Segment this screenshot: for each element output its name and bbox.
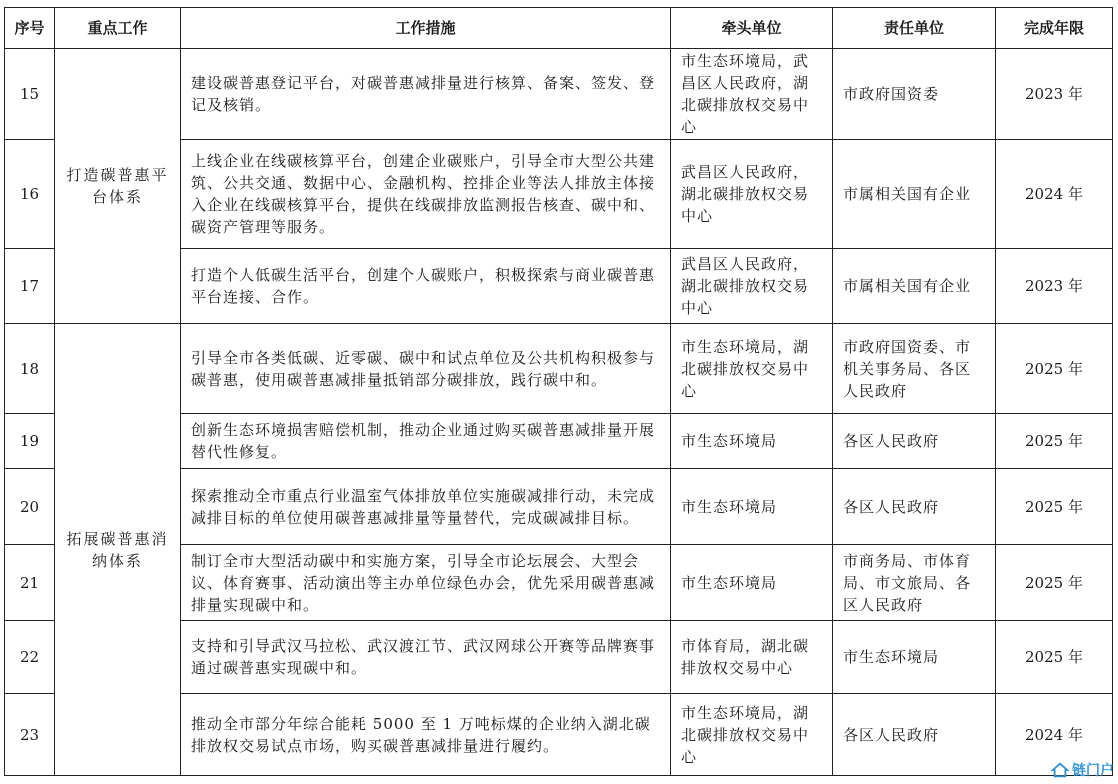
row-number: 23 [5, 694, 55, 776]
row-year: 2025 年 [996, 414, 1113, 469]
row-measure: 创新生态环境损害赔偿机制，推动企业通过购买碳普惠减排量开展替代性修复。 [181, 414, 671, 469]
header-measures: 工作措施 [181, 8, 671, 49]
row-lead-unit: 市体育局，湖北碳排放权交易中心 [671, 621, 833, 694]
row-number: 18 [5, 324, 55, 414]
row-number: 22 [5, 621, 55, 694]
row-number: 19 [5, 414, 55, 469]
row-resp-unit: 市属相关国有企业 [833, 140, 996, 249]
row-resp-unit: 市生态环境局 [833, 621, 996, 694]
row-resp-unit: 各区人民政府 [833, 469, 996, 545]
row-year: 2024 年 [996, 140, 1113, 249]
row-number: 20 [5, 469, 55, 545]
row-number: 17 [5, 249, 55, 324]
row-measure: 打造个人低碳生活平台，创建个人碳账户，积极探索与商业碳普惠平台连接、合作。 [181, 249, 671, 324]
group-platform: 打造碳普惠平台体系 [55, 49, 181, 324]
header-resp-unit: 责任单位 [833, 8, 996, 49]
row-lead-unit: 市生态环境局，武昌区人民政府，湖北碳排放权交易中心 [671, 49, 833, 140]
table-header-row [5, 8, 1113, 49]
row-measure: 上线企业在线碳核算平台，创建企业碳账户，引导全市大型公共建筑、公共交通、数据中心、金融机构、控排企业等法人排放主体接入企业在线碳核算平台，提供在线碳排放监测报告核查、碳中和、碳资产管理等服务。 [181, 140, 671, 249]
row-lead-unit: 市生态环境局，湖北碳排放权交易中心 [671, 324, 833, 414]
row-lead-unit: 武昌区人民政府，湖北碳排放权交易中心 [671, 249, 833, 324]
row-resp-unit: 市政府国资委 [833, 49, 996, 140]
row-measure: 推动全市部分年综合能耗 5000 至 1 万吨标煤的企业纳入湖北碳排放权交易试点市场，购买碳普惠减排量进行履约。 [181, 694, 671, 776]
row-lead-unit: 市生态环境局 [671, 414, 833, 469]
row-year: 2025 年 [996, 621, 1113, 694]
row-measure: 制订全市大型活动碳中和实施方案，引导全市论坛展会、大型会议、体育赛事、活动演出等主办单位绿色办会，优先采用碳普惠减排量实现碳中和。 [181, 545, 671, 621]
row-resp-unit: 市属相关国有企业 [833, 249, 996, 324]
row-lead-unit: 市生态环境局 [671, 469, 833, 545]
row-year: 2025 年 [996, 469, 1113, 545]
watermark-logo [1051, 760, 1114, 780]
row-resp-unit: 市商务局、市体育局、市文旅局、各区人民政府 [833, 545, 996, 621]
row-number: 16 [5, 140, 55, 249]
row-resp-unit: 各区人民政府 [833, 694, 996, 776]
row-year: 2023 年 [996, 49, 1113, 140]
header-key-work: 重点工作 [55, 8, 181, 49]
row-number: 21 [5, 545, 55, 621]
row-measure: 探索推动全市重点行业温室气体排放单位实施碳减排行动，未完成减排目标的单位使用碳普惠减排量等量替代，完成碳减排目标。 [181, 469, 671, 545]
row-resp-unit: 各区人民政府 [833, 414, 996, 469]
row-year: 2024 年 [996, 694, 1113, 776]
table-row [5, 49, 1113, 140]
watermark-text: 链门户 [1072, 763, 1114, 779]
row-lead-unit: 市生态环境局 [671, 545, 833, 621]
work-plan-table [4, 7, 1113, 776]
header-no: 序号 [5, 8, 55, 49]
row-year: 2023 年 [996, 249, 1113, 324]
row-lead-unit: 市生态环境局，湖北碳排放权交易中心 [671, 694, 833, 776]
row-number: 15 [5, 49, 55, 140]
row-year: 2025 年 [996, 324, 1113, 414]
table-row [5, 324, 1113, 414]
row-lead-unit: 武昌区人民政府，湖北碳排放权交易中心 [671, 140, 833, 249]
row-measure: 支持和引导武汉马拉松、武汉渡江节、武汉网球公开赛等品牌赛事通过碳普惠实现碳中和。 [181, 621, 671, 694]
header-lead-unit: 牵头单位 [671, 8, 833, 49]
row-measure: 引导全市各类低碳、近零碳、碳中和试点单位及公共机构积极参与碳普惠，使用碳普惠减排量抵销部分碳排放，践行碳中和。 [181, 324, 671, 414]
row-year: 2025 年 [996, 545, 1113, 621]
row-resp-unit: 市政府国资委、市机关事务局、各区人民政府 [833, 324, 996, 414]
header-deadline: 完成年限 [996, 8, 1113, 49]
house-icon [1051, 761, 1069, 779]
row-measure: 建设碳普惠登记平台，对碳普惠减排量进行核算、备案、签发、登记及核销。 [181, 49, 671, 140]
group-consumption: 拓展碳普惠消纳体系 [55, 324, 181, 776]
